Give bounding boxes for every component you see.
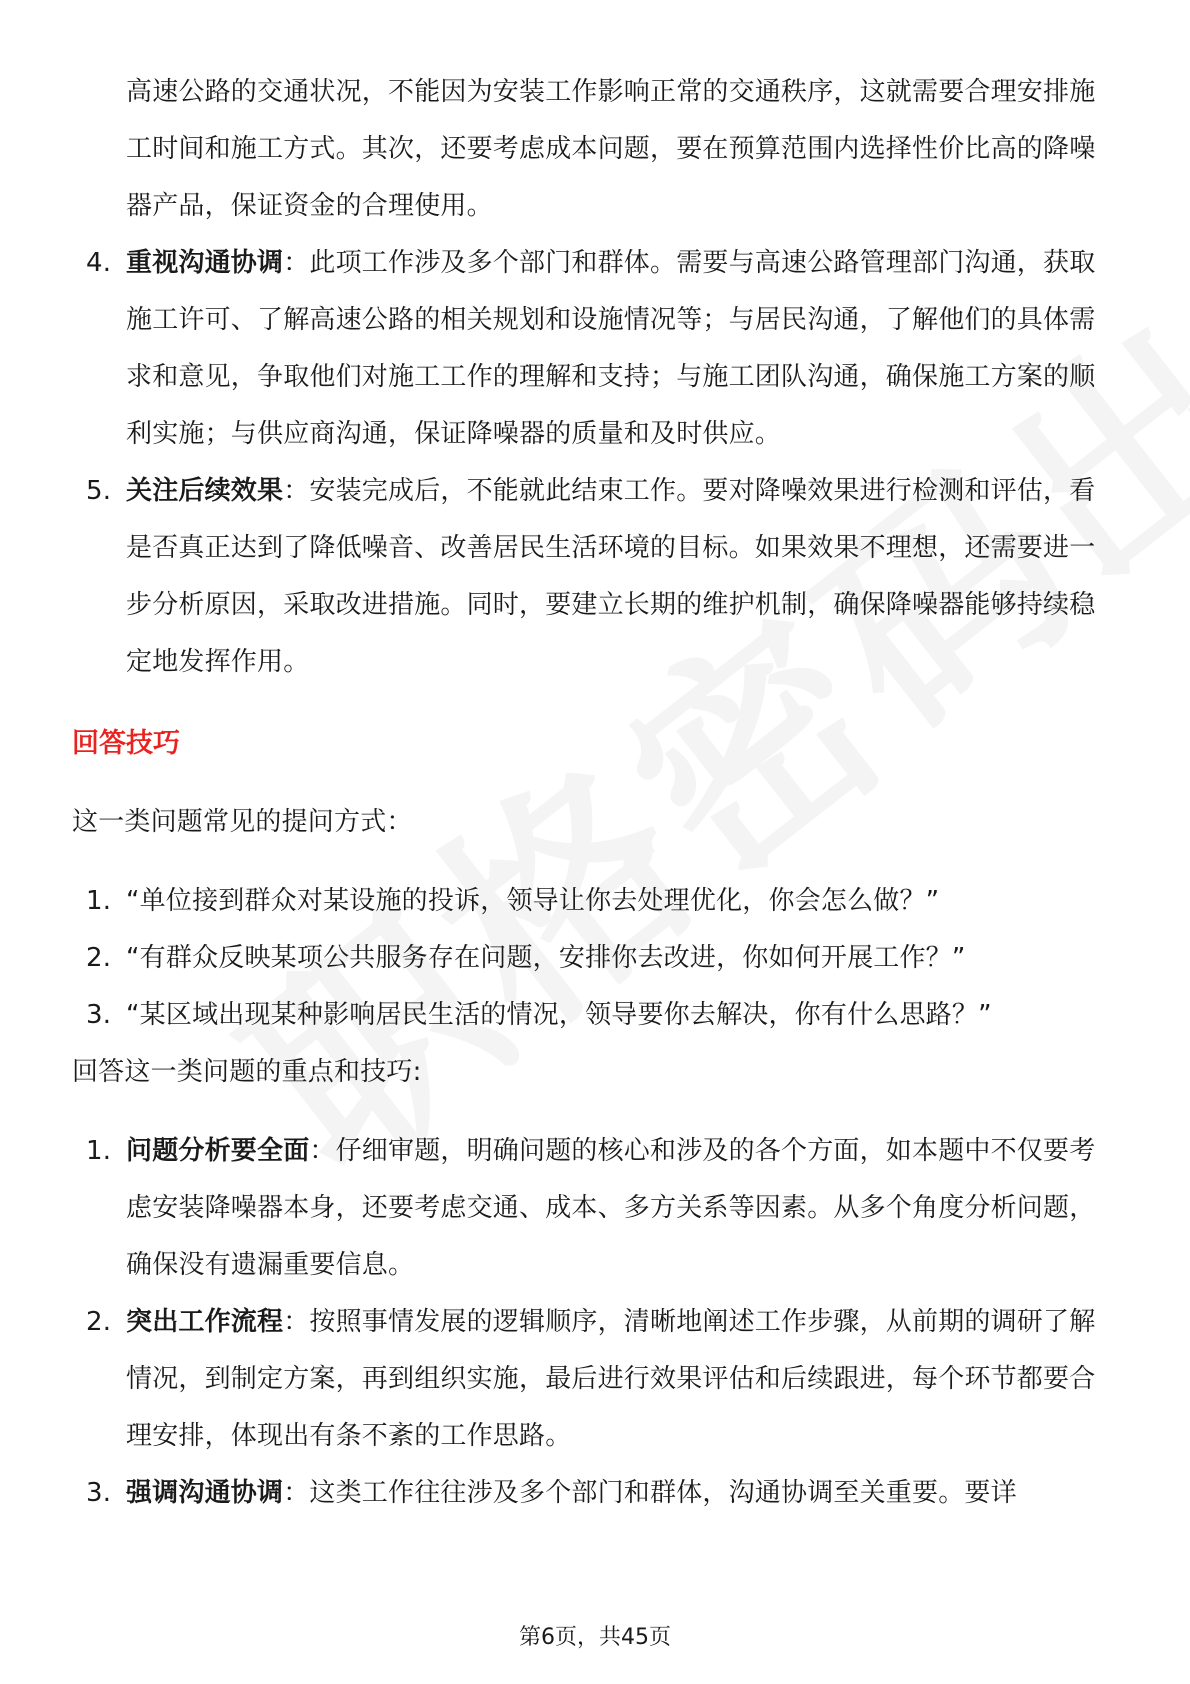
list-term: 关注后续效果 — [126, 476, 284, 506]
list-text: ：安装完成后，不能就此结束工作。要对降噪效果进行检测和评估，看是否真正达到了降低噪音、改善居民生活环境的目标。如果效果不理想，还需要进一步分析原因，采取改进措施。同时，要建立长期的维护机制，确保降噪器能够持续稳定地发挥作用。 — [126, 476, 1096, 677]
list-item — [72, 987, 1120, 1044]
tips-list — [72, 1123, 1120, 1522]
continuation-paragraph: 高速公路的交通状况，不能因为安装工作影响正常的交通秩序，这就需要合理安排施工时间和施工方式。其次，还要考虑成本问题，要在预算范围内选择性价比高的降噪器产品，保证资金的合理使用。 — [126, 77, 1096, 221]
list-number: 3. — [86, 1000, 112, 1030]
list-term: 强调沟通协调 — [126, 1478, 284, 1508]
page-content — [72, 64, 1120, 1522]
list-item — [72, 873, 1120, 930]
list-text: ：此项工作涉及多个部门和群体。需要与高速公路管理部门沟通，获取施工许可、了解高速公路的相关规划和设施情况等；与居民沟通，了解他们的具体需求和意见，争取他们对施工工作的理解和支持；与施工团队沟通，确保施工方案的顺利实施；与供应商沟通，保证降噪器的质量和及时供应。 — [126, 248, 1096, 449]
list-item — [72, 1294, 1120, 1465]
list-item — [72, 463, 1120, 691]
list-item — [72, 235, 1120, 463]
first-list — [72, 235, 1120, 691]
list-term: 突出工作流程 — [126, 1307, 284, 1337]
list-number: 3. — [86, 1478, 112, 1508]
list-number: 1. — [86, 1136, 112, 1166]
list-number: 5. — [86, 476, 112, 506]
list-number: 2. — [86, 943, 112, 973]
list-item — [72, 1123, 1120, 1294]
list-text: “有群众反映某项公共服务存在问题，安排你去改进，你如何开展工作？” — [126, 943, 966, 973]
tips-intro: 回答这一类问题的重点和技巧: — [72, 1057, 422, 1087]
list-text: “单位接到群众对某设施的投诉，领导让你去处理优化，你会怎么做？” — [126, 886, 940, 916]
list-item — [72, 930, 1120, 987]
list-text: ：仔细审题，明确问题的核心和涉及的各个方面，如本题中不仅要考虑安装降噪器本身，还要考虑交通、成本、多方关系等因素。从多个角度分析问题，确保没有遗漏重要信息。 — [126, 1136, 1096, 1280]
list-number: 1. — [86, 886, 112, 916]
list-text: ：这类工作往往涉及多个部门和群体，沟通协调至关重要。要详 — [283, 1478, 1017, 1508]
list-term: 问题分析要全面 — [126, 1136, 310, 1166]
list-item — [72, 1465, 1120, 1522]
questions-list — [72, 873, 1120, 1044]
section-title: 回答技巧 — [72, 728, 180, 759]
list-text: ：按照事情发展的逻辑顺序，清晰地阐述工作步骤，从前期的调研了解情况，到制定方案，再到组织实施，最后进行效果评估和后续跟进，每个环节都要合理安排，体现出有条不紊的工作思路。 — [126, 1307, 1096, 1451]
list-term: 重视沟通协调 — [126, 248, 284, 278]
questions-intro: 这一类问题常见的提问方式： — [72, 807, 413, 837]
page-number-footer: 第6页，共45页 — [519, 1625, 671, 1650]
list-text: “某区域出现某种影响居民生活的情况，领导要你去解决，你有什么思路？” — [126, 1000, 992, 1030]
list-number: 2. — [86, 1307, 112, 1337]
list-number: 4. — [86, 248, 112, 278]
